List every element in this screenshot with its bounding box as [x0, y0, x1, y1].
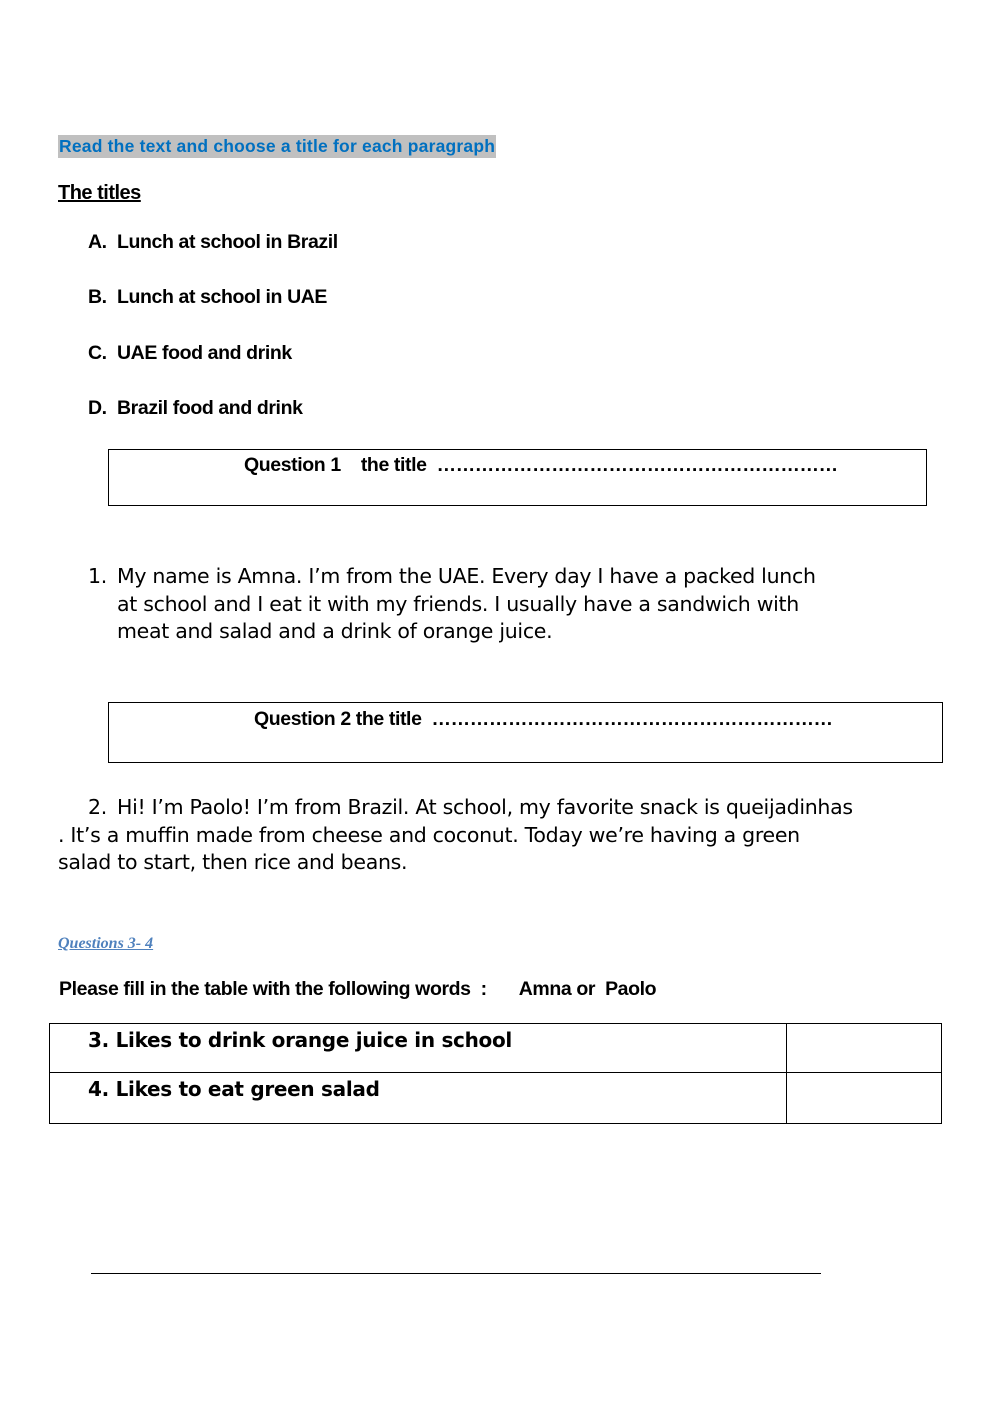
option-letter: A.	[88, 231, 107, 253]
paragraph-line: My name is Amna. I’m from the UAE. Every day I have a packed lunch	[117, 564, 816, 588]
option-text: Lunch at school in UAE	[117, 286, 328, 308]
table-answer-cell[interactable]	[787, 1073, 942, 1124]
table-answer-cell[interactable]	[787, 1024, 942, 1073]
title-option-b	[88, 286, 327, 309]
table-row	[50, 1024, 942, 1073]
question2-label: Question 2 the title ………………………………………………………	[254, 708, 833, 730]
option-letter: B.	[88, 286, 107, 308]
paragraph2-line: Hi! I’m Paolo! I’m from Brazil. At school, my favorite snack is queijadinhas	[117, 795, 853, 819]
paragraph-line: meat and salad and a drink of orange juice.	[117, 619, 553, 643]
title-option-d	[88, 397, 303, 420]
table-row	[50, 1073, 942, 1124]
option-letter: C.	[88, 342, 107, 364]
titles-heading: The titles	[58, 182, 141, 204]
answer-table	[49, 1023, 942, 1124]
fill-instruction	[59, 978, 656, 1001]
option-text: Brazil food and drink	[117, 397, 303, 419]
title-option-c	[88, 342, 292, 365]
paragraph1	[117, 563, 816, 646]
instruction-heading: Read the text and choose a title for each paragraph	[59, 136, 496, 156]
option-letter: D.	[88, 397, 107, 419]
paragraph1-number: 1.	[88, 564, 107, 588]
title-option-a	[88, 231, 338, 254]
table-question: 3. Likes to drink orange juice in school	[50, 1024, 787, 1073]
paragraph-line: at school and I eat it with my friends. I usually have a sandwich with	[117, 591, 799, 616]
question1-label: Question 1 the title ………………………………………………………	[244, 454, 838, 476]
questions-heading: Questions 3- 4	[58, 935, 154, 952]
paragraph2-line: salad to start, then rice and beans.	[58, 850, 408, 874]
paragraph2-line: . It’s a muffin made from cheese and coconut. Today we’re having a green	[58, 822, 800, 847]
option-text: Lunch at school in Brazil	[117, 231, 338, 253]
footer-divider	[91, 1273, 821, 1274]
table-question: 4. Likes to eat green salad	[50, 1073, 787, 1124]
fill-instruction-text: Please fill in the table with the following words :	[59, 978, 487, 1000]
paragraph2-number: 2.	[88, 795, 107, 819]
fill-words: Amna or Paolo	[518, 978, 657, 1000]
option-text: UAE food and drink	[117, 342, 292, 364]
